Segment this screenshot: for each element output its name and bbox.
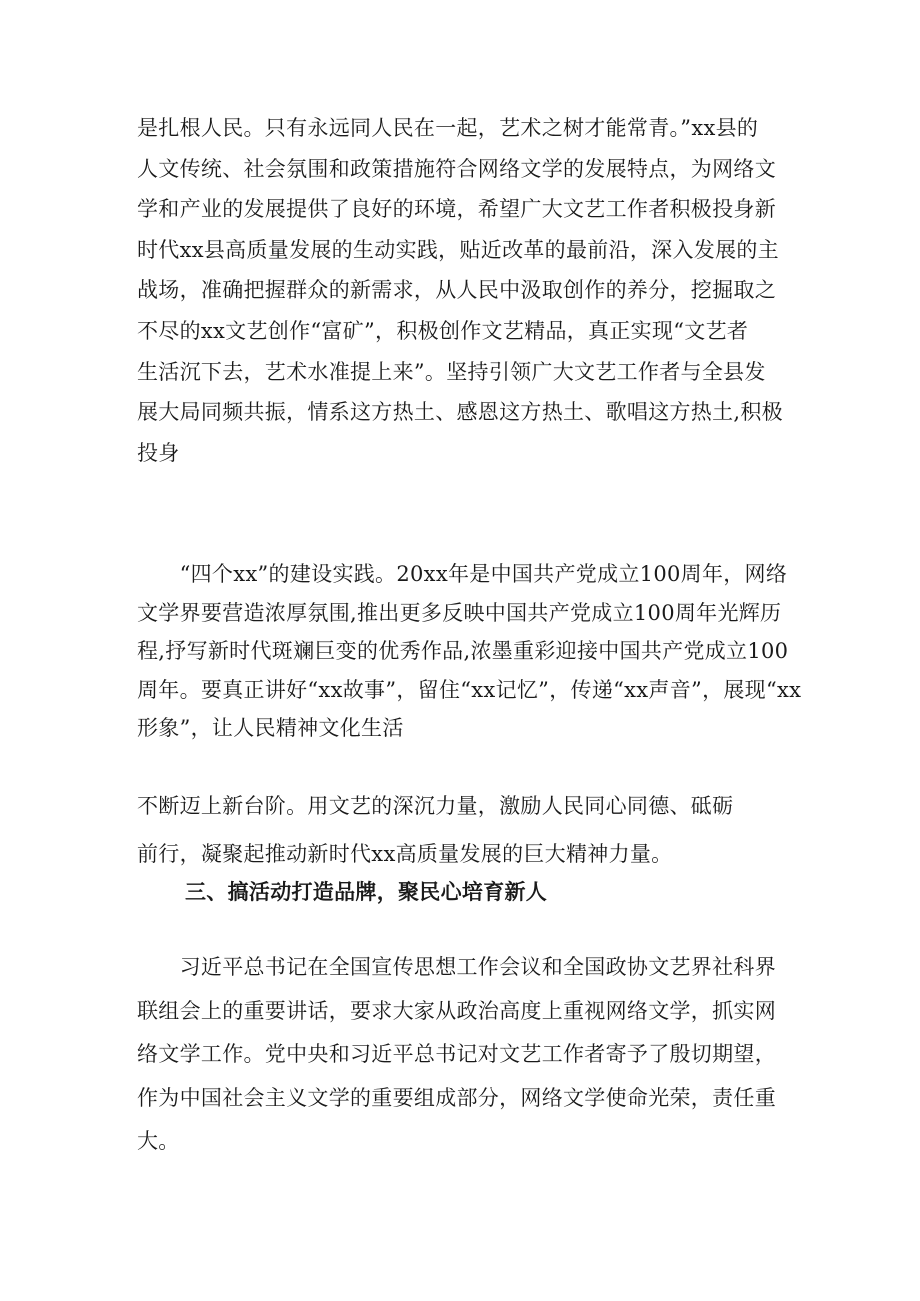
text-line: 络文学工作。党中央和习近平总书记对文艺工作者寄予了殷切期望， (137, 1042, 776, 1067)
text-line: 人文传统、社会氛围和政策措施符合网络文学的发展特点，为网络文 (137, 156, 776, 181)
text-line: 大。 (137, 1129, 180, 1154)
text-line: 不尽的xx文艺创作“富矿”，积极创作文艺精品，真正实现“文艺者 (137, 318, 749, 343)
text-line: 投身 (137, 440, 180, 465)
text-line: 时代xx县高质量发展的生动实践，贴近改革的最前沿，深入发展的主 (137, 237, 779, 262)
text-line: “四个xx”的建设实践。20xx年是中国共产党成立100周年，网络 (137, 562, 788, 586)
text-line: 文学界要营造浓厚氛围,推出更多反映中国共产党成立100周年光辉历 (137, 600, 782, 625)
text-line: 形象”，让人民精神文化生活 (137, 716, 404, 741)
text-line: 习近平总书记在全国宣传思想工作会议和全国政协文艺界社科界 (137, 955, 776, 979)
text-line: 是扎根人民。只有永远同人民在一起，艺术之树才能常青。”xx县的 (137, 116, 759, 140)
body-paragraph (137, 562, 802, 756)
text-line: 前行，凝聚起推动新时代xx高质量发展的巨大精神力量。 (137, 842, 673, 867)
body-paragraph (137, 117, 797, 482)
text-line: 联组会上的重要讲话，要求大家从政治高度上重视网络文学，抓实网 (137, 998, 776, 1023)
text-line: 程,抒写新时代斑斓巨变的优秀作品,浓墨重彩迎接中国共产党成立100 (137, 639, 789, 664)
text-line: 不断迈上新台阶。用文艺的深沉力量，激励人民同心同德、砥砺 (137, 794, 734, 818)
section-heading: 三、搞活动打造品牌，聚民心培育新人 (185, 879, 548, 904)
text-line: 学和产业的发展提供了良好的环境，希望广大文艺工作者积极投身新 (137, 197, 776, 222)
text-line: 生活沉下去，艺术水准提上来”。坚持引领广大文艺工作者与全县发 (137, 359, 766, 384)
text-line: 周年。要真正讲好“xx故事”，留住“xx记忆”，传递“xx声音”，展现“xx (137, 677, 802, 702)
body-paragraph (137, 956, 797, 1174)
text-line: 战场，准确把握群众的新需求，从人民中汲取创作的养分，挖掘取之 (137, 278, 776, 303)
text-line: 作为中国社会主义文学的重要组成部分，网络文学使命光荣，责任重 (137, 1085, 776, 1110)
text-line: 展大局同频共振，情系这方热土、感恩这方热土、歌唱这方热土,积极 (137, 400, 783, 425)
